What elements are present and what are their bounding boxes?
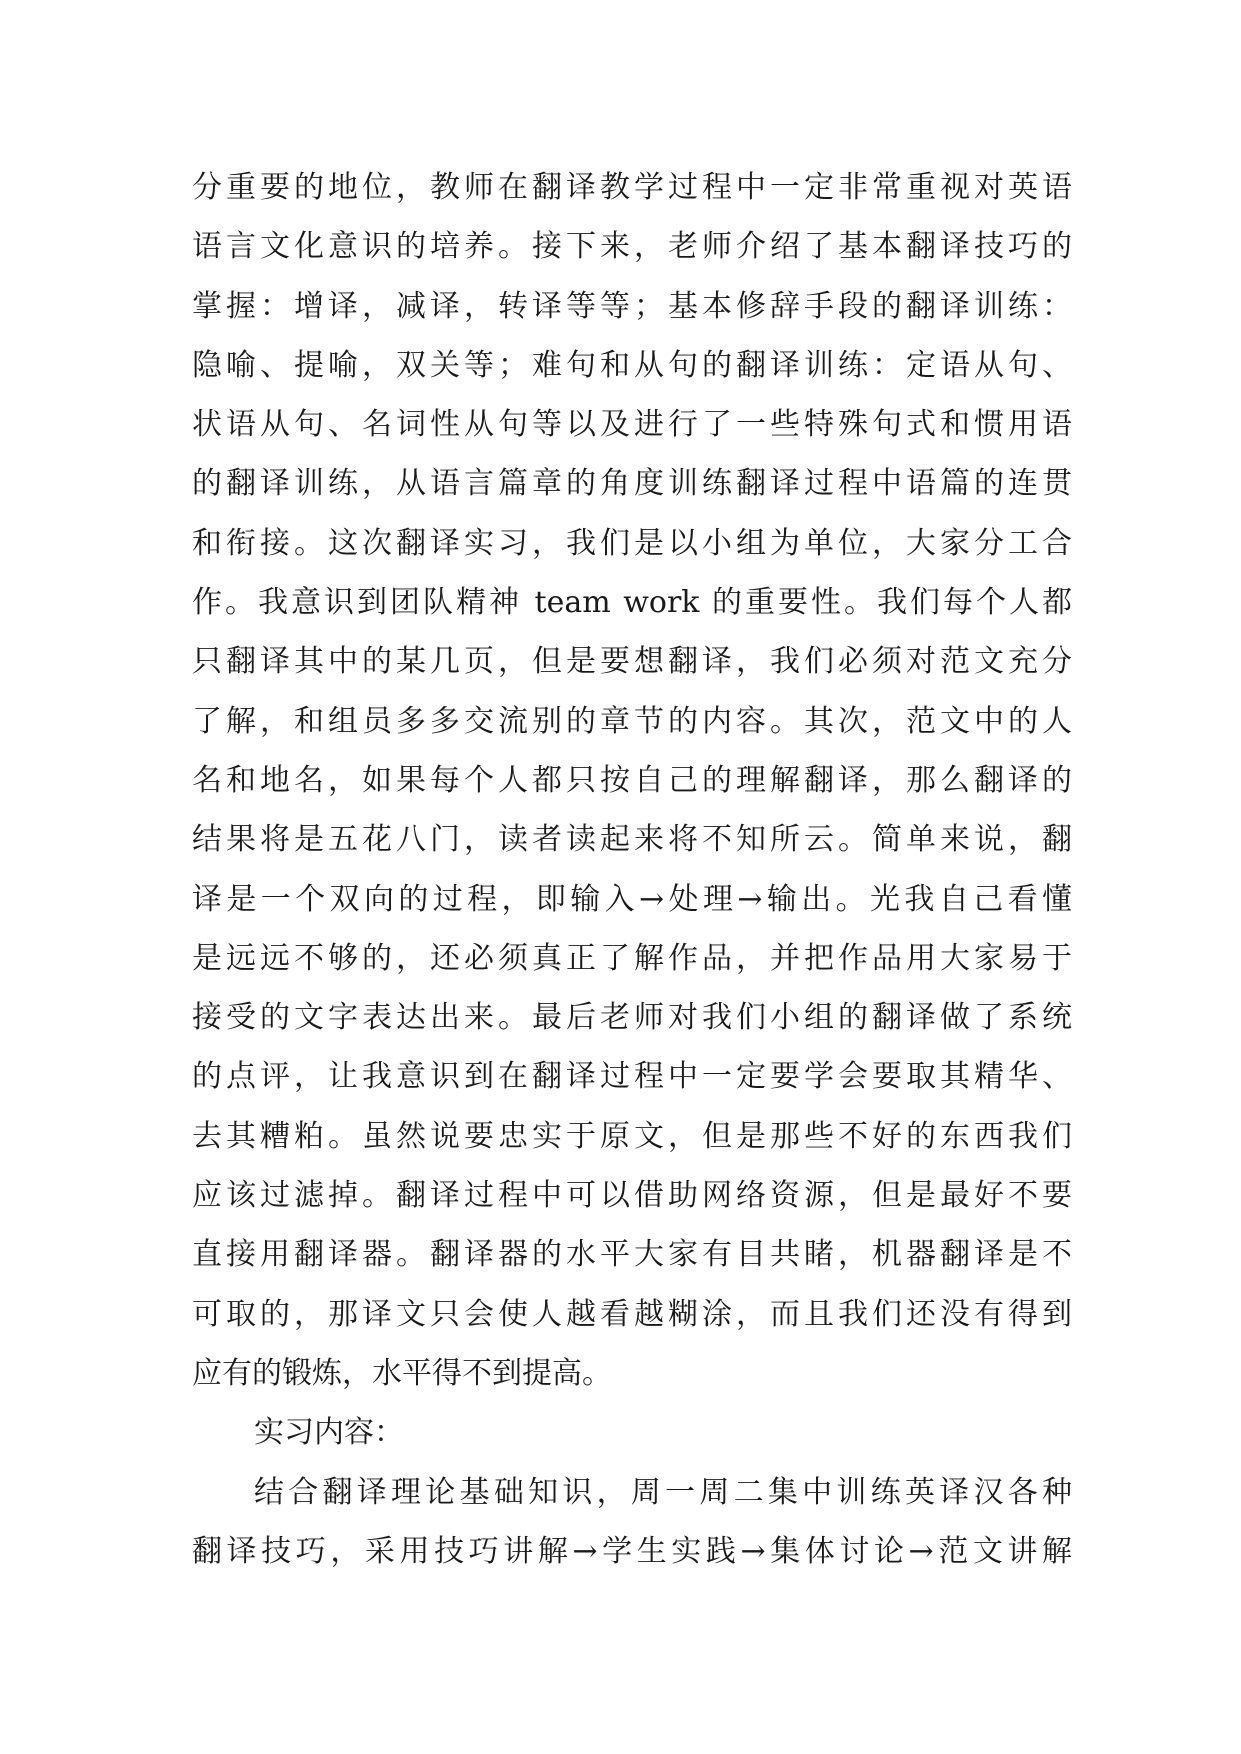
text-line: 名和地名，如果每个人都只按自己的理解翻译，那么翻译的: [192, 762, 1072, 798]
text-line: 的翻译训练，从语言篇章的角度训练翻译过程中语篇的连贯: [192, 466, 1072, 502]
text-line: 结果将是五花八门，读者读起来将不知所云。简单来说，翻: [192, 822, 1072, 858]
text-line: 状语从句、名词性从句等以及进行了一些特殊句式和惯用语: [192, 407, 1072, 443]
text-line: 去其糟粕。虽然说要忠实于原文，但是那些不好的东西我们: [192, 1118, 1072, 1154]
paragraph-experience: [192, 158, 1072, 1403]
text-line: 接受的文字表达出来。最后老师对我们小组的翻译做了系统: [192, 1000, 1072, 1036]
text-line: 和衔接。这次翻译实习，我们是以小组为单位，大家分工合: [192, 525, 1072, 561]
text-line: 隐喻、提喻，双关等；难句和从句的翻译训练：定语从句、: [192, 347, 1072, 383]
text-line: 的点评，让我意识到在翻译过程中一定要学会要取其精华、: [192, 1059, 1072, 1095]
text-line: 译是一个双向的过程，即输入→处理→输出。光我自己看懂: [192, 881, 1072, 917]
text-line: 结合翻译理论基础知识，周一周二集中训练英译汉各种: [254, 1474, 1072, 1510]
text-line: 应该过滤掉。翻译过程中可以借助网络资源，但是最好不要: [192, 1178, 1072, 1214]
document-body: [192, 158, 1072, 1581]
text-line: 应有的锻炼，水平得不到提高。: [192, 1355, 612, 1391]
text-line: 是远远不够的，还必须真正了解作品，并把作品用大家易于: [192, 940, 1072, 976]
text-line: 分重要的地位，教师在翻译教学过程中一定非常重视对英语: [192, 170, 1072, 205]
text-line: 只翻译其中的某几页，但是要想翻译，我们必须对范文充分: [192, 644, 1072, 680]
text-line: 可取的，那译文只会使人越看越糊涂，而且我们还没有得到: [192, 1296, 1072, 1332]
text-line: 了解，和组员多多交流别的章节的内容。其次，范文中的人: [192, 703, 1072, 739]
text-line: 直接用翻译器。翻译器的水平大家有目共睹，机器翻译是不: [192, 1237, 1072, 1273]
text-line: 掌握：增译，减译，转译等等；基本修辞手段的翻译训练：: [192, 288, 1072, 324]
section-heading: 实习内容：: [254, 1415, 404, 1451]
text-line: 语言文化意识的培养。接下来，老师介绍了基本翻译技巧的: [192, 229, 1072, 265]
paragraph-content: [192, 1463, 1072, 1582]
text-line: 作。我意识到团队精神 team work 的重要性。我们每个人都: [192, 585, 1072, 621]
text-line: 翻译技巧，采用技巧讲解→学生实践→集体讨论→范文讲解: [192, 1533, 1072, 1569]
